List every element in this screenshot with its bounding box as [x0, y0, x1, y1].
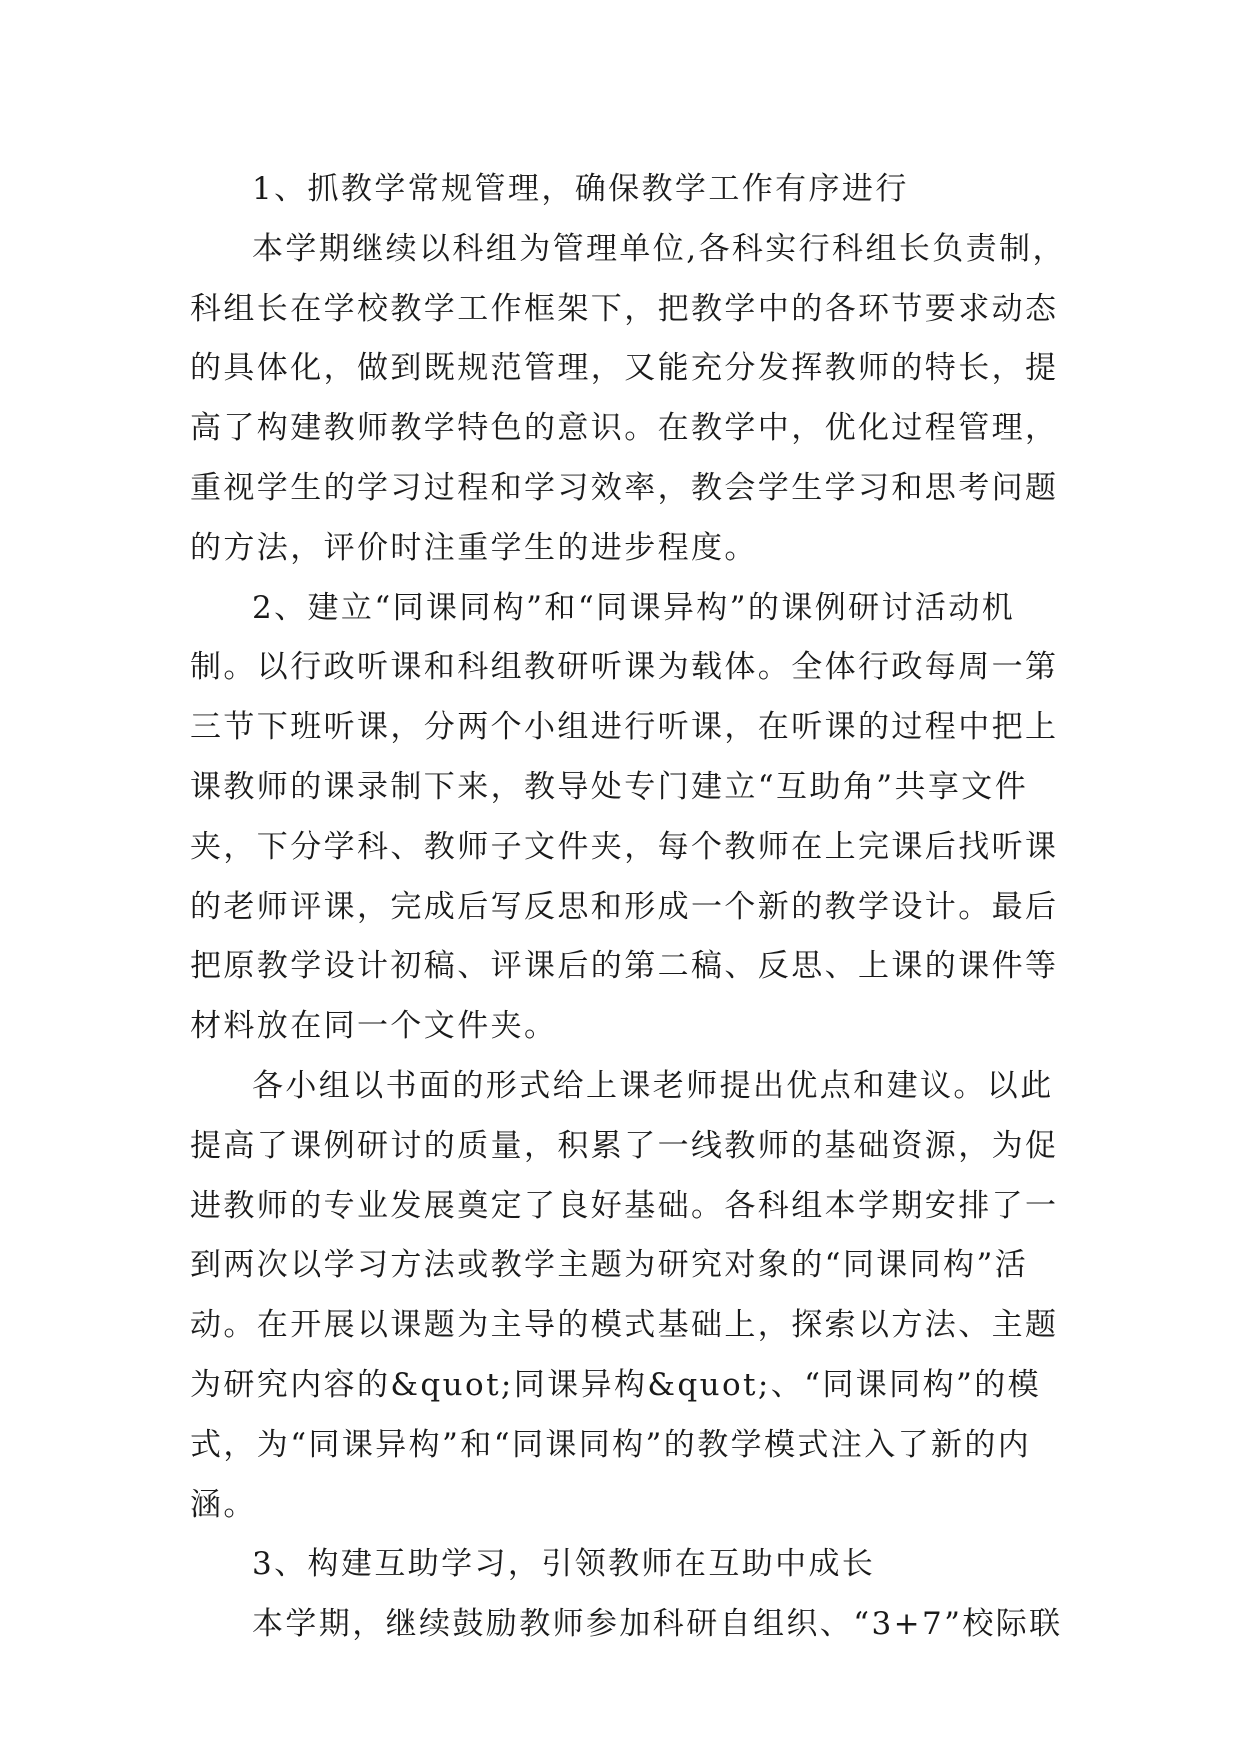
section-heading-3: 3、构建互助学习，引领教师在互助中成长	[252, 1546, 876, 1583]
paragraph-teaching-routine: 本学期继续以科组为管理单位,各科实行科组长负责制，科组长在学校教学工作框架下，把教学中的各环节要求动态的具体化，做到既规范管理，又能充分发挥教师的特长，提高了构建教师教学特色的意识。在教学中，优化过程管理，重视学生的学习过程和学习效率，教会学生学习和思考问题的方法，评价时注重学生的进步程度。	[190, 230, 1066, 566]
paragraph-mutual-learning: 本学期，继续鼓励教师参加科研自组织、“3+7”校际联	[252, 1606, 1063, 1643]
paragraph-lesson-study-mechanism: 2、建立“同课同构”和“同课异构”的课例研讨活动机制。以行政听课和科组教研听课为载体。全体行政每周一第三节下班听课，分两个小组进行听课，在听课的过程中把上课教师的课录制下来，教导处专门建立“互助角”共享文件夹，下分学科、教师子文件夹，每个教师在上完课后找听课的老师评课，完成后写反思和形成一个新的教学设计。最后把原教学设计初稿、评课后的第二稿、反思、上课的课件等材料放在同一个文件夹。	[190, 589, 1059, 1045]
paragraph-group-feedback: 各小组以书面的形式给上课老师提出优点和建议。以此提高了课例研讨的质量，积累了一线教师的基础资源，为促进教师的专业发展奠定了良好基础。各科组本学期安排了一到两次以学习方法或教学主题为研究对象的“同课同构”活动。在开展以课题为主导的模式基础上，探索以方法、主题为研究内容的&quot;同课异构&quot;、“同课同构”的模式，为“同课异构”和“同课同构”的教学模式注入了新的内涵。	[190, 1067, 1059, 1523]
body-text	[190, 160, 1070, 1655]
section-heading-1: 1、抓教学常规管理，确保教学工作有序进行	[252, 171, 909, 207]
